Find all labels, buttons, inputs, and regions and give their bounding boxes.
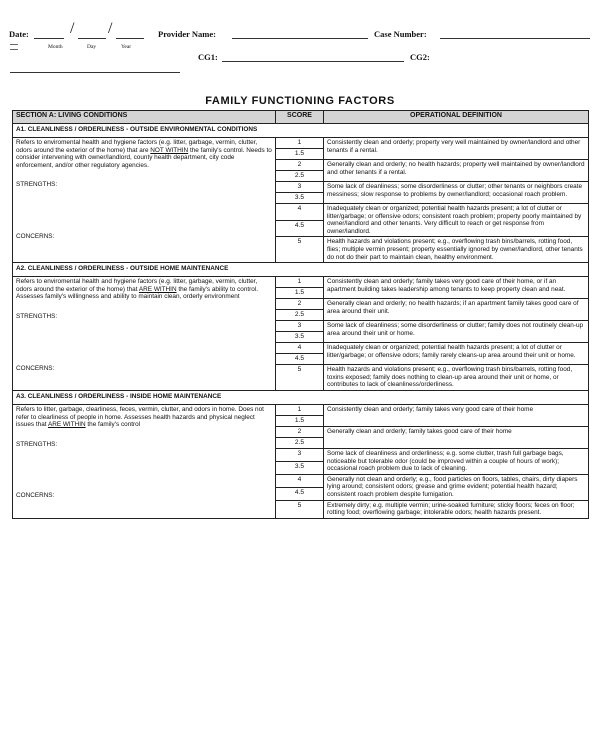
description-emphasis: NOT WITHIN	[150, 146, 189, 154]
section-heading: A3. CLEANLINESS / ORDERLINESS - INSIDE HOME MAINTENANCE	[13, 390, 589, 404]
section-header: SECTION A: LIVING CONDITIONS	[13, 111, 276, 124]
definition-cell: Health hazards and violations present; e.g., overflowing trash bins/barrels, rotting food, flies; multiple vermin present; property essentially ignored by owner/landlord, other tenants do not do their part to maintain clean, healthy environment.	[324, 237, 589, 263]
checkbox-icon	[10, 44, 18, 50]
section-heading: A1. CLEANLINESS / ORDERLINESS - OUTSIDE ENVIRONMENTAL CONDITIONS	[13, 124, 589, 138]
table-row	[13, 277, 589, 288]
definition-cell: Some lack of cleanliness and orderliness; e.g. some clutter, trash full garbage bags, noticeable but tolerable odor (could be improved within a couple of hours of work); occasional roach problem due to lack of cleaning.	[324, 448, 589, 474]
score-cell[interactable]: 4	[276, 204, 324, 221]
definition-cell: Generally clean and orderly; family takes good care of their home	[324, 426, 589, 448]
definition-cell: Generally clean and orderly; no health hazards; property well maintained by owner/landlord and other tenants if a rental.	[324, 160, 589, 182]
date-month-field[interactable]	[34, 38, 64, 39]
date-day-field[interactable]	[78, 38, 106, 39]
definition-cell: Extremely dirty; e.g. multiple vermin; urine-soaked furniture; sticky floors; feces on floor; rotting food; overflowing garbage; intolerable odors; health hazards present.	[324, 500, 589, 518]
provider-name-field[interactable]	[232, 38, 368, 39]
section-description	[16, 406, 272, 429]
concerns-label: CONCERNS:	[16, 492, 55, 500]
description-text: the family's control	[85, 421, 141, 429]
score-cell[interactable]: 1.5	[276, 149, 324, 160]
score-cell[interactable]: 2	[276, 426, 324, 437]
section-heading: A2. CLEANLINESS / ORDERLINESS - OUTSIDE HOME MAINTENANCE	[13, 263, 589, 277]
month-label: Month	[48, 44, 63, 50]
score-cell[interactable]: 2	[276, 160, 324, 171]
strengths-label: STRENGTHS:	[16, 312, 58, 320]
provider-name-label: Provider Name:	[158, 29, 216, 39]
score-cell[interactable]: 2	[276, 299, 324, 310]
section-description-cell	[13, 277, 276, 391]
definition-cell: Consistently clean and orderly; family takes very good care of their home	[324, 404, 589, 426]
description-text: Refers to enviromental health and hygiene factors (e.g. litter, garbage, vermin, clutter, odors around the exterior of the home) that are	[16, 139, 258, 154]
definition-cell: Generally not clean and orderly; e.g., food particles on floors, tables, chairs, dirty diapers lying around; consistent odors; grease and grime evident; potential health hazard; consistent roach problem despite fumigation.	[324, 474, 589, 500]
cg1-field[interactable]	[222, 61, 404, 62]
score-cell[interactable]: 3.5	[276, 332, 324, 343]
definition-cell: Inadequately clean or organized; potential health hazards present; a lot of clutter or litter/garbage; or offensive odors; consistent roach problem; property poorly maintained by owner/landlord and other tenants. Very difficult to reach or get response from owner/landlord.	[324, 204, 589, 237]
score-cell[interactable]: 3	[276, 182, 324, 193]
section-description-cell	[13, 138, 276, 263]
score-cell[interactable]: 5	[276, 500, 324, 518]
score-cell[interactable]: 3	[276, 448, 324, 461]
cg2-label: CG2:	[410, 52, 430, 62]
table-row	[13, 404, 589, 415]
score-cell[interactable]: 1.5	[276, 288, 324, 299]
score-cell[interactable]: 5	[276, 237, 324, 263]
description-emphasis: ARE WITHIN	[138, 285, 177, 293]
description-text: the family's control. Needs to consider intervening with owner/landlord, county health department, city code enforcement, and/or other regulatory agencies.	[16, 146, 272, 169]
description-text: Refers to litter, garbage, clearliness, feces, vermin, clutter, and odors in home. Does not refer to clearliness of people in home. Assesses health hazards and physical neglect issues that	[16, 405, 264, 429]
score-cell[interactable]: 3.5	[276, 193, 324, 204]
cg2-continuation-field[interactable]	[10, 72, 180, 73]
year-label: Year	[121, 44, 132, 50]
definition-header: OPERATIONAL DEFINITION	[324, 111, 589, 124]
date-slash-2: /	[108, 20, 113, 37]
section-description-cell	[13, 404, 276, 518]
section-description	[16, 139, 272, 169]
concerns-label: CONCERNS:	[16, 232, 55, 240]
definition-cell: Health hazards and violations present; e.g., overflowing trash bins/barrels, rotting food, toxins exposed; family does nothing to clean-up area around their unit or home, or contributes to lack of cleanliness/orderliness.	[324, 365, 589, 391]
score-cell[interactable]: 3.5	[276, 461, 324, 474]
definition-cell: Consistently clean and orderly; property very well maintained by owner/landlord and other tenants if a rental.	[324, 138, 589, 160]
score-cell[interactable]: 5	[276, 365, 324, 391]
score-header: SCORE	[276, 111, 324, 124]
cg1-label: CG1:	[198, 52, 218, 62]
description-emphasis: ARE WITHIN	[47, 421, 86, 429]
definition-cell: Some lack of cleanliness; some disorderliness or clutter; other tenants or neighbors create messiness; slow response to problems by owner/landlord; occasional roach problem.	[324, 182, 589, 204]
definition-cell: Consistently clean and orderly; family takes very good care of their home, or if an apartment building takes leadership among tenants to keep property clean and neat.	[324, 277, 589, 299]
score-cell[interactable]: 4	[276, 343, 324, 354]
score-cell[interactable]: 3	[276, 321, 324, 332]
date-label: Date:	[9, 29, 29, 39]
concerns-label: CONCERNS:	[16, 364, 55, 372]
score-cell[interactable]: 1	[276, 277, 324, 288]
score-cell[interactable]: 2.5	[276, 310, 324, 321]
score-cell[interactable]: 1.5	[276, 415, 324, 426]
score-cell[interactable]: 4.5	[276, 220, 324, 237]
definition-cell: Inadequately clean or organized; potential health hazards present; a lot of clutter or litter/garbage; or offensive odors; family rarely cleans-up area around their unit or home.	[324, 343, 589, 365]
score-cell[interactable]: 2.5	[276, 437, 324, 448]
living-conditions-table	[12, 110, 589, 519]
section-description	[16, 278, 272, 301]
definition-cell: Some lack of cleanliness; some disorderliness or clutter; family does not routinely clean-up area around their unit or home.	[324, 321, 589, 343]
score-cell[interactable]: 4	[276, 474, 324, 487]
description-text: the family's ability to control. Assesses family's willingness and ability to maintain clean, orderly environment	[16, 285, 259, 301]
score-cell[interactable]: 1	[276, 404, 324, 415]
strengths-label: STRENGTHS:	[16, 181, 58, 189]
definition-cell: Generally clean and orderly; no health hazards; if an apartment family takes good care of area around their unit.	[324, 299, 589, 321]
strengths-label: STRENGTHS:	[16, 440, 58, 448]
case-number-field[interactable]	[440, 38, 590, 39]
page-title: FAMILY FUNCTIONING FACTORS	[205, 95, 395, 107]
table-row	[13, 138, 589, 149]
score-cell[interactable]: 4.5	[276, 354, 324, 365]
score-cell[interactable]: 4.5	[276, 487, 324, 500]
date-year-field[interactable]	[116, 38, 144, 39]
score-cell[interactable]: 1	[276, 138, 324, 149]
score-cell[interactable]: 2.5	[276, 171, 324, 182]
description-text: Refers to enviromental health and hygiene factors (e.g. litter, garbage, vermin, clutter, odors around the exterior of the home) that	[16, 278, 258, 293]
case-number-label: Case Number:	[374, 29, 427, 39]
date-slash-1: /	[70, 20, 75, 37]
day-label: Day	[87, 44, 97, 50]
